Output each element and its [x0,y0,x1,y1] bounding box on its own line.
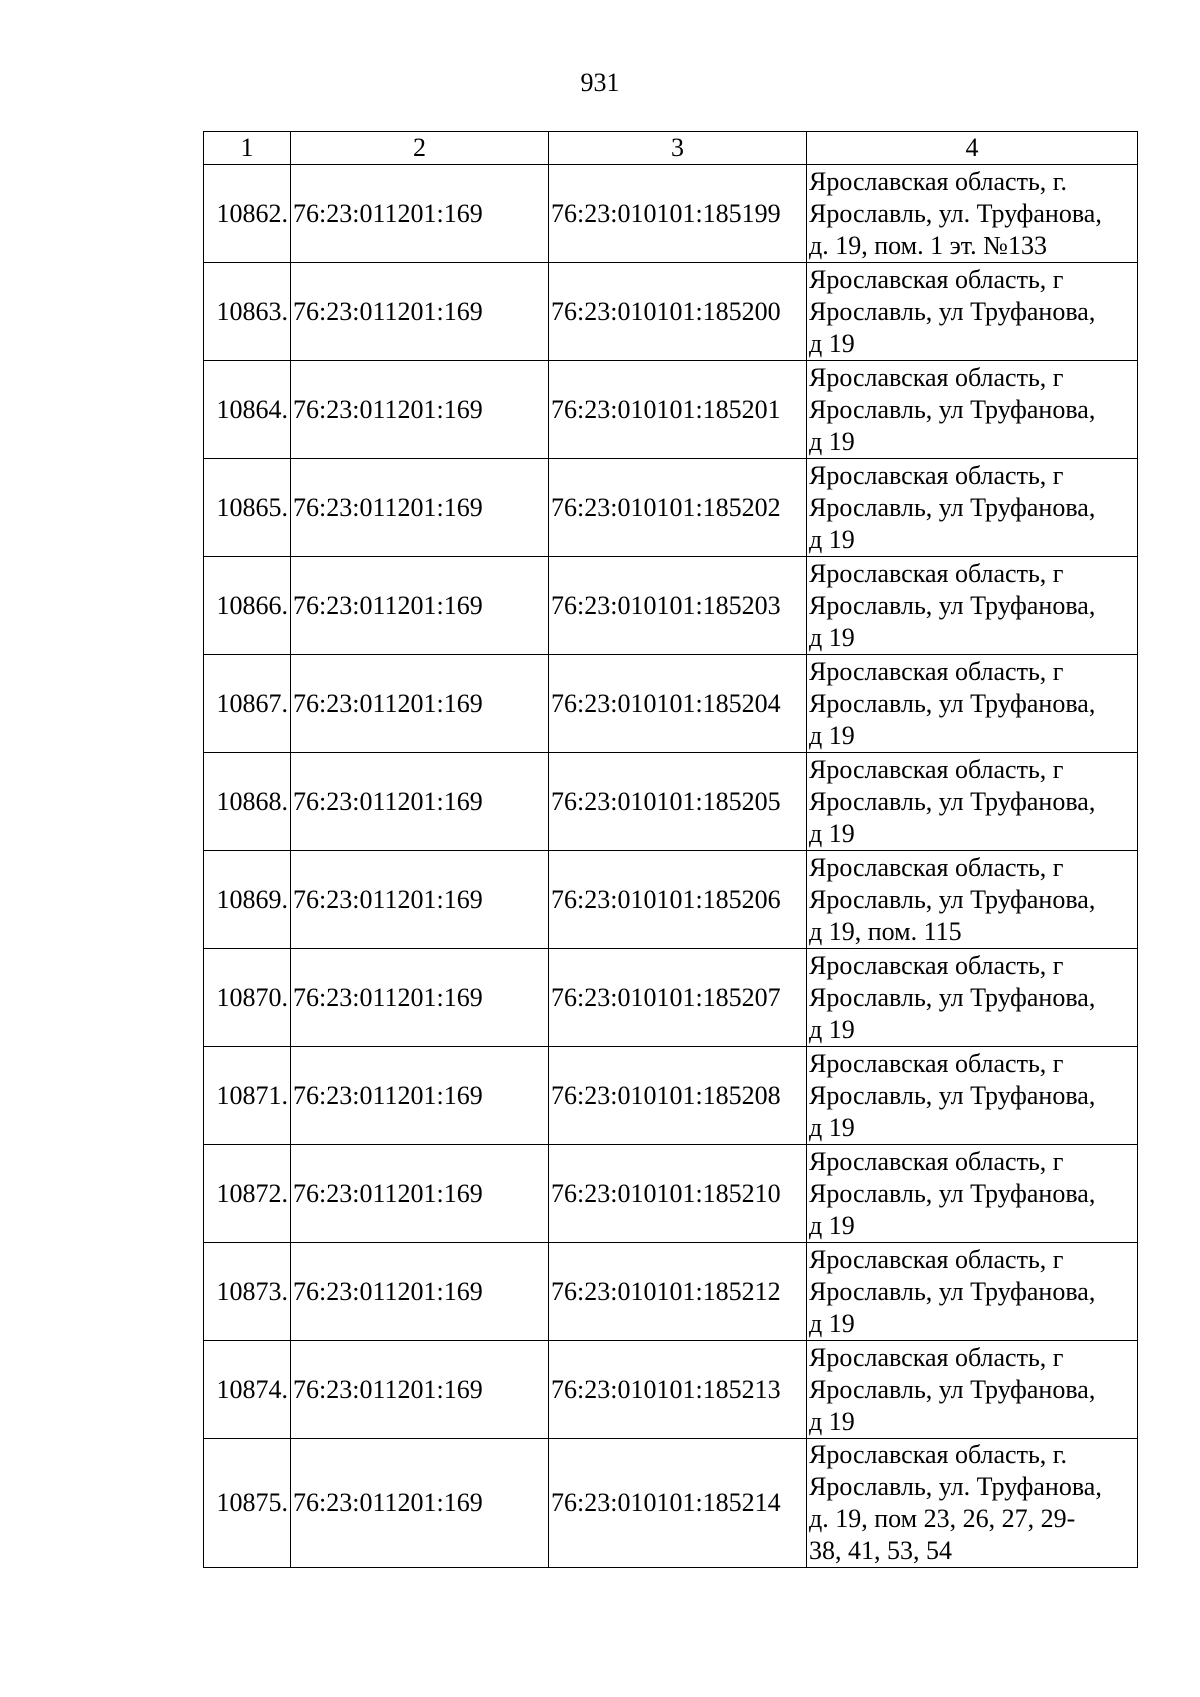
row-number: 10867. [204,655,291,753]
address-cell [807,1047,1138,1145]
address-line: Ярославская область, г [809,950,1064,980]
address-line: Ярославская область, г. [809,166,1068,196]
address-line: Ярославль, ул Труфанова, [809,492,1096,522]
address-line: Ярославль, ул Труфанова, [809,1080,1096,1110]
cadastral-number-parcel: 76:23:011201:169 [291,165,549,263]
address-line: Ярославская область, г. [809,1440,1068,1469]
address-line: д 19 [809,720,855,750]
address-line: д 19 [809,426,855,456]
cadastral-number-parcel: 76:23:011201:169 [291,361,549,459]
cadastral-number-object: 76:23:010101:185207 [549,949,807,1047]
column-header-4: 4 [807,132,1138,165]
table-header-row [204,132,1138,165]
table-row [204,1145,1138,1243]
address-line: Ярославль, ул Труфанова, [809,982,1096,1012]
address-line: Ярославская область, г [809,1244,1064,1274]
cadastral-number-parcel: 76:23:011201:169 [291,1047,549,1145]
address-line: д. 19, пом. 1 эт. №133 [809,230,1047,260]
address-cell [807,1341,1138,1439]
column-header-3: 3 [549,132,807,165]
row-number: 10868. [204,753,291,851]
cadastral-number-object: 76:23:010101:185212 [549,1243,807,1341]
registry-table [203,131,1138,1568]
cadastral-number-parcel: 76:23:011201:169 [291,459,549,557]
row-number: 10871. [204,1047,291,1145]
address-line: д 19 [809,1210,855,1240]
cadastral-number-parcel: 76:23:011201:169 [291,557,549,655]
address-line: д 19 [809,328,855,358]
address-line: д 19 [809,1406,855,1436]
cadastral-number-parcel: 76:23:011201:169 [291,1341,549,1439]
cadastral-number-object: 76:23:010101:185204 [549,655,807,753]
cadastral-number-parcel: 76:23:011201:169 [291,1439,549,1568]
row-number: 10874. [204,1341,291,1439]
address-cell [807,1439,1138,1568]
cadastral-number-object: 76:23:010101:185208 [549,1047,807,1145]
address-line: Ярославская область, г [809,264,1064,294]
cadastral-number-object: 76:23:010101:185205 [549,753,807,851]
address-cell [807,557,1138,655]
address-line: д 19 [809,524,855,554]
cadastral-number-parcel: 76:23:011201:169 [291,655,549,753]
row-number: 10875. [204,1439,291,1568]
cadastral-number-object: 76:23:010101:185210 [549,1145,807,1243]
row-number: 10873. [204,1243,291,1341]
address-cell [807,459,1138,557]
table-row [204,165,1138,263]
address-line: Ярославль, ул. Труфанова, [809,198,1102,228]
address-line: Ярославль, ул Труфанова, [809,590,1096,620]
address-cell [807,361,1138,459]
table-row [204,753,1138,851]
cadastral-number-parcel: 76:23:011201:169 [291,263,549,361]
cadastral-number-object: 76:23:010101:185200 [549,263,807,361]
address-line: д 19 [809,1308,855,1338]
row-number: 10866. [204,557,291,655]
address-cell [807,753,1138,851]
address-line: д 19 [809,1014,855,1044]
address-line: Ярославская область, г [809,1048,1064,1078]
address-line: Ярославль, ул Труфанова, [809,394,1096,424]
address-line: Ярославская область, г [809,754,1064,784]
cadastral-number-object: 76:23:010101:185199 [549,165,807,263]
address-line: д. 19, пом 23, 26, 27, 29- [809,1504,1076,1533]
table-row [204,263,1138,361]
address-line: д 19 [809,622,855,652]
address-line: Ярославская область, г [809,1342,1064,1372]
address-line: Ярославль, ул Труфанова, [809,786,1096,816]
table-row [204,1439,1138,1568]
cadastral-number-parcel: 76:23:011201:169 [291,851,549,949]
table-row [204,851,1138,949]
column-header-2: 2 [291,132,549,165]
cadastral-number-object: 76:23:010101:185202 [549,459,807,557]
row-number: 10864. [204,361,291,459]
address-cell [807,851,1138,949]
row-number: 10863. [204,263,291,361]
row-number: 10872. [204,1145,291,1243]
address-line: Ярославль, ул Труфанова, [809,1276,1096,1306]
address-line: Ярославская область, г [809,852,1064,882]
column-header-1: 1 [204,132,291,165]
address-cell [807,263,1138,361]
address-line: Ярославль, ул Труфанова, [809,296,1096,326]
cadastral-number-object: 76:23:010101:185201 [549,361,807,459]
address-line: д 19 [809,1112,855,1142]
address-line: Ярославская область, г [809,656,1064,686]
cadastral-number-object: 76:23:010101:185203 [549,557,807,655]
table-row [204,1341,1138,1439]
row-number: 10869. [204,851,291,949]
table-row [204,1243,1138,1341]
address-cell [807,1243,1138,1341]
page-number: 931 [580,68,620,97]
table-row [204,459,1138,557]
address-cell [807,165,1138,263]
cadastral-number-object: 76:23:010101:185206 [549,851,807,949]
cadastral-number-parcel: 76:23:011201:169 [291,949,549,1047]
address-cell [807,949,1138,1047]
address-line: Ярославль, ул. Труфанова, [809,1472,1102,1501]
row-number: 10870. [204,949,291,1047]
address-line: Ярославль, ул Труфанова, [809,884,1096,914]
table-row [204,949,1138,1047]
address-cell [807,1145,1138,1243]
address-line: д 19, пом. 115 [809,916,962,946]
cadastral-number-parcel: 76:23:011201:169 [291,1243,549,1341]
address-line: Ярославль, ул Труфанова, [809,1178,1096,1208]
table-row [204,361,1138,459]
row-number: 10862. [204,165,291,263]
address-line: д 19 [809,818,855,848]
cadastral-number-object: 76:23:010101:185214 [549,1439,807,1568]
address-line: Ярославль, ул Труфанова, [809,688,1096,718]
cadastral-number-object: 76:23:010101:185213 [549,1341,807,1439]
address-line: Ярославская область, г [809,460,1064,490]
cadastral-number-parcel: 76:23:011201:169 [291,1145,549,1243]
address-cell [807,655,1138,753]
address-line: Ярославская область, г [809,362,1064,392]
address-line: Ярославская область, г [809,558,1064,588]
address-line: Ярославль, ул Труфанова, [809,1374,1096,1404]
cadastral-number-parcel: 76:23:011201:169 [291,753,549,851]
address-line: 38, 41, 53, 54 [809,1536,952,1565]
table-row [204,557,1138,655]
row-number: 10865. [204,459,291,557]
table-row [204,1047,1138,1145]
address-line: Ярославская область, г [809,1146,1064,1176]
table-row [204,655,1138,753]
